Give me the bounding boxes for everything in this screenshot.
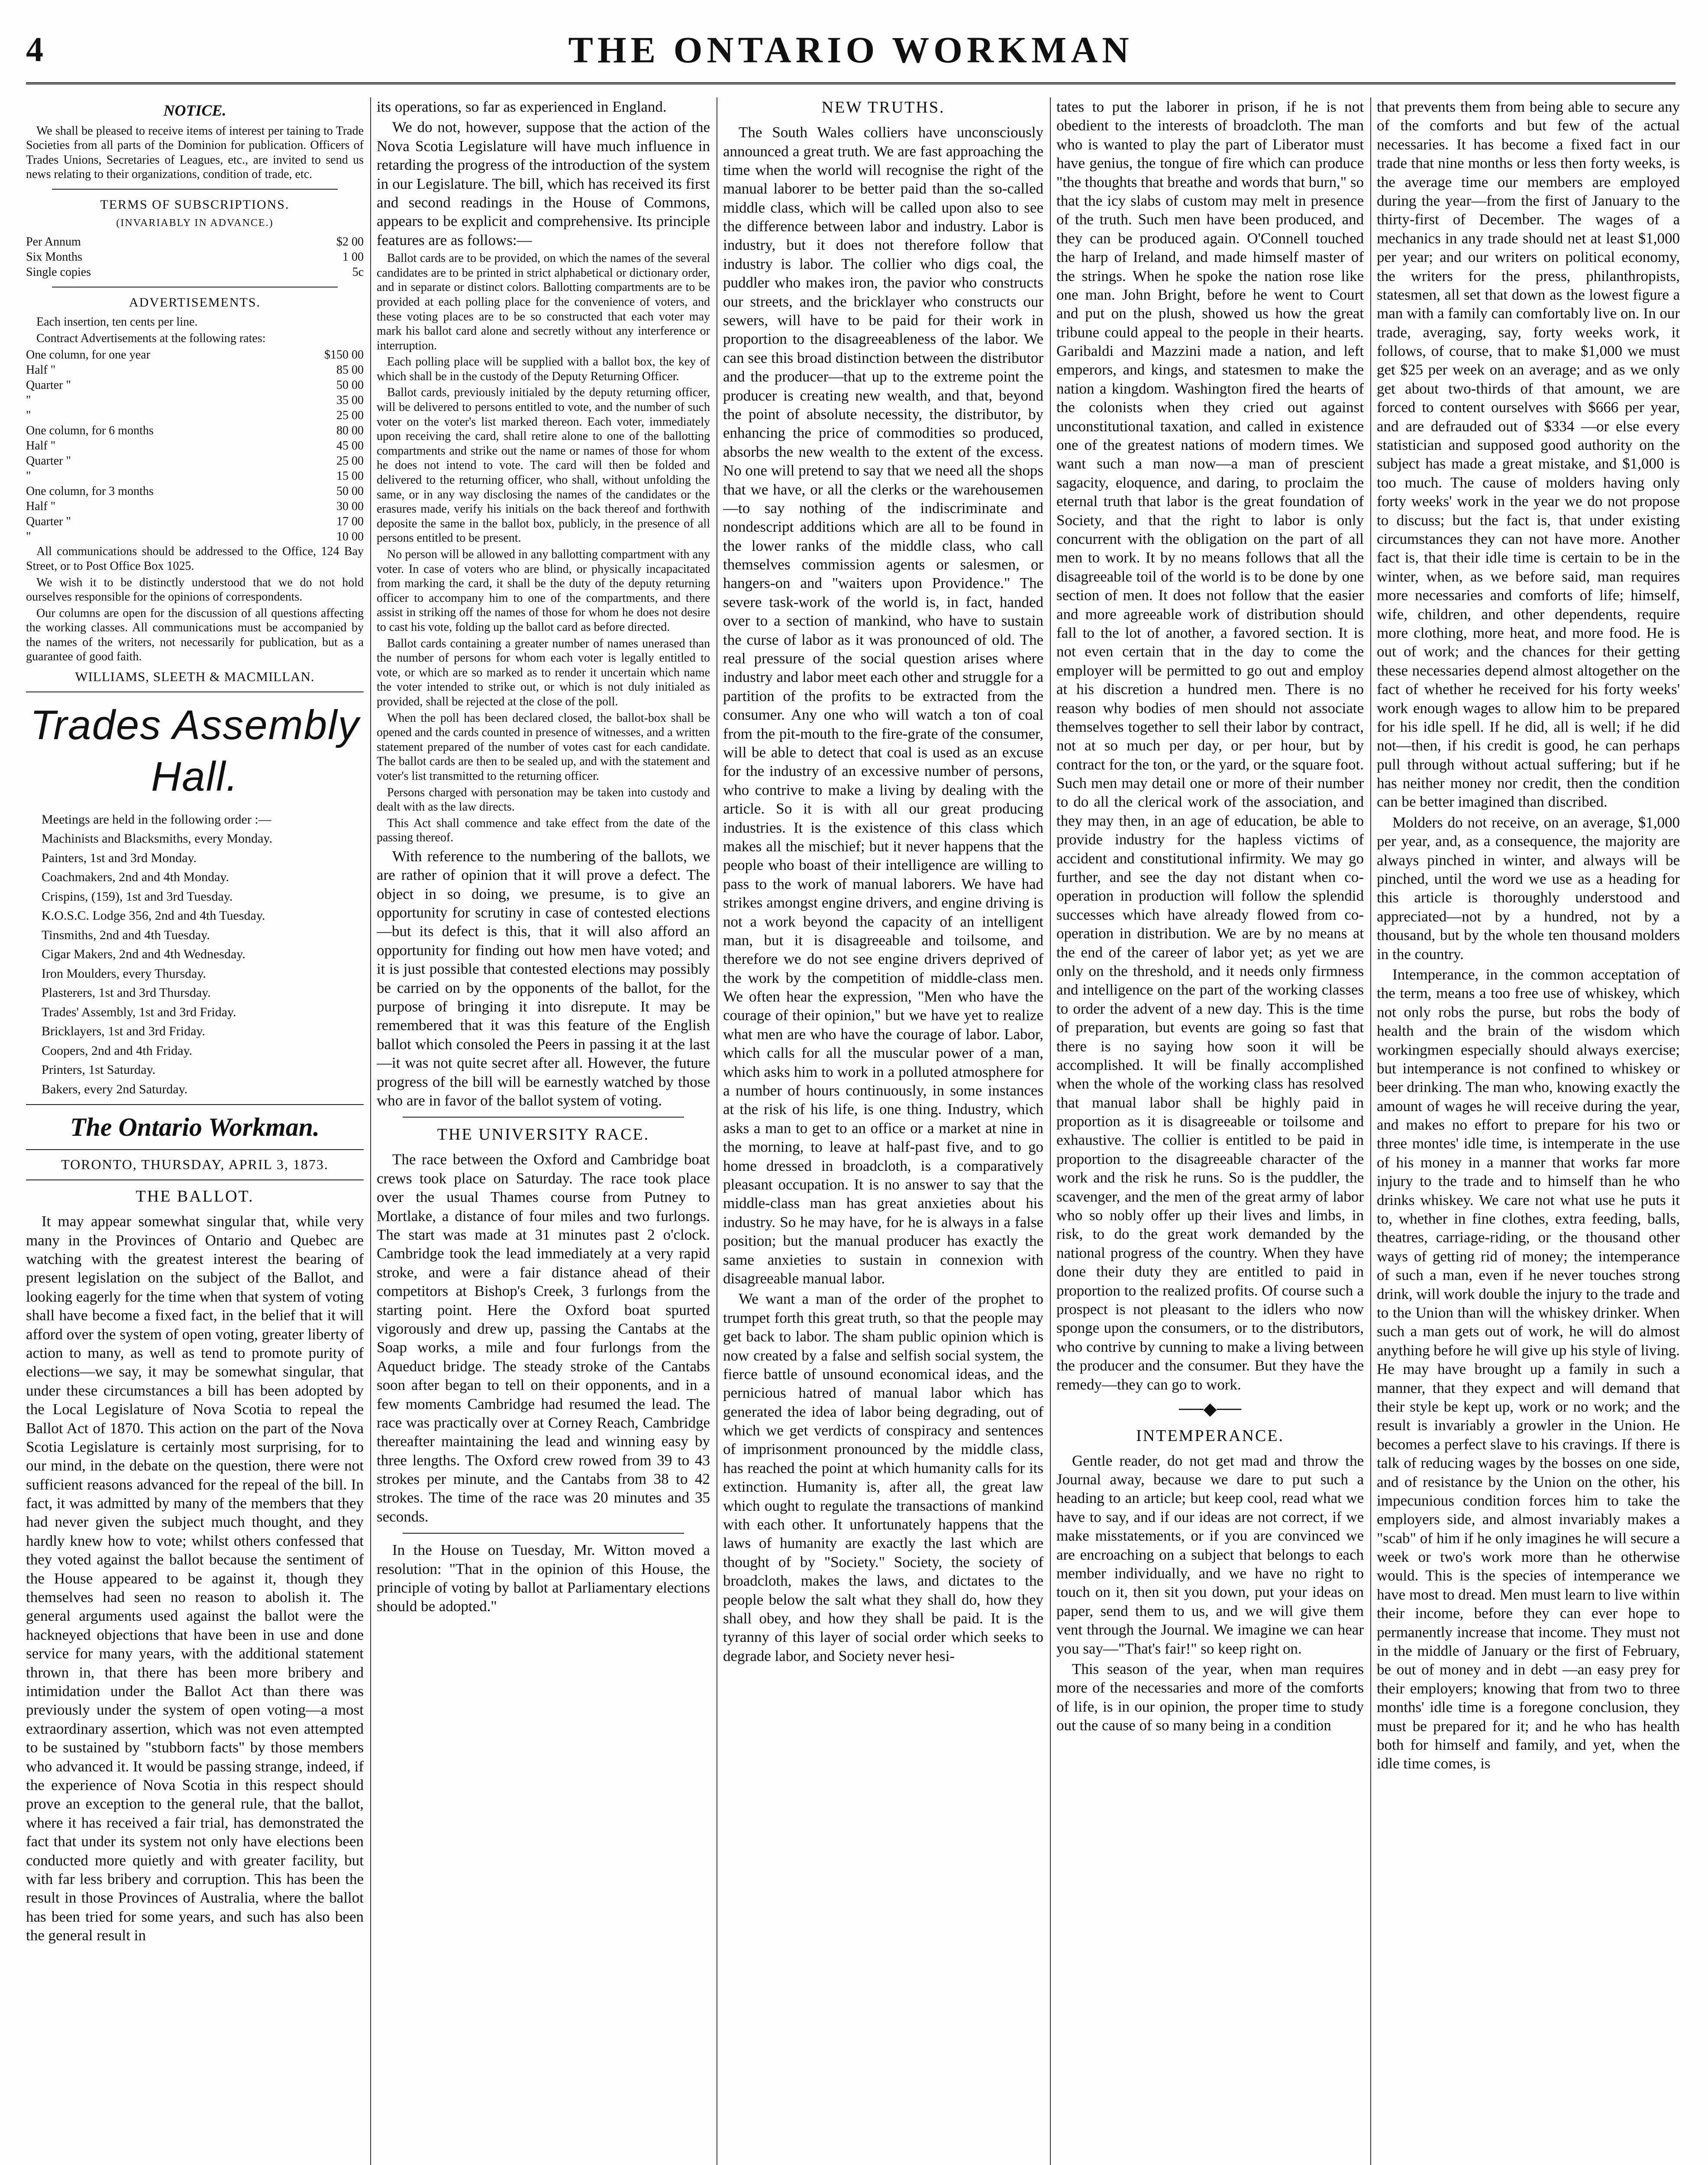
rate-row: " 25 00 <box>26 409 364 423</box>
list-item: Trades' Assembly, 1st and 3rd Friday. <box>42 1005 236 1019</box>
divider <box>403 1117 684 1118</box>
rate-row: One column, for 3 months 50 00 <box>26 485 364 498</box>
bill-clause: This Act shall commence and take effect from the date of the passing thereof. <box>377 816 710 845</box>
bill-clause: Ballot cards, previously initialed by the deputy returning officer, will be delivered to persons entitled to vote, and the number of such voter on the voter's list marked thereon. Each voter, immediately upon receiving the card, shall retire alone to one of the ballotting compartments and strike out the name or names of those for whom he does not intend to vote. The card will then be folded and delivered to the returning officer, who shall, without unfolding the same, or in any way disclosing the names of the candidates or the erasures made, verify his initials on the back thereof and forthwith deposite the same in the ballot box, publicly, in the presence of all persons entitled to be present. <box>377 386 710 545</box>
list-item: K.O.S.C. Lodge 356, 2nd and 4th Tuesday. <box>42 908 265 923</box>
article-paragraph: Intemperance, in the common acceptation of the term, means a too free use of whiskey, which not only robs the purse, but robs the body of health and the brain of the wisdom which workingmen especially should always exercise; but intemperance is not confined to whiskey or beer drinking. The man who, knowing exactly the amount of wages he will receive during the year, and makes no effort to prepare for his two or three montes' idle time, is intemperate in the use of his money in a manner that works far more injury to the trade and to himself than he who drinks whiskey. We care not what use he puts it to, whether in fine clothes, extra feeding, balls, theatres, carriage-riding, or the thousand other ways of getting rid of money; the intemperance of such a man, even if he never touches strong drink, will work double the injury to the trade and to the Union than will the whiskey drinker. When such a man gets out of work, he will do almost anything before he will give up his style of living. He may have brought up a family in such a manner, that they expect and will demand that their style be kept up, work or no work; and the result is invariably a growler in the Union. He becomes a perfect slave to his cravings. If there is talk of reducing wages by the bosses on one side, and of resistance by the Union on the other, his impecunious condition forces him to take the employers side, and almost invariably makes a "scab" of him if he only imagines he will secure a week or two's work more than he otherwise would. This is the species of intemperance we have most to dread. Men must learn to live within their income, before they can ever hope to permanently increase that income. They must not in the middle of January or the first of February, be out of money and in debt —an easy prey for their employers; knowing that from two to three months' idle time is a foregone conclusion, they must be prepared for it; and he who has health both for himself and family, and yet, when the idle time comes, is <box>1377 966 1680 1772</box>
article-paragraph: that prevents them from being able to secure any of the comforts and but few of the actual necessaries. It has become a fixed fact in our trade that nine months or less then forty weeks, is the average time our members are employed during the year—from the first of January to the thirty-first of December. The wages of a mechanics in any trade should net at least $1,000 per year; and our writers on political economy, the writers for the press, philanthropists, statesmen, all set that down as the lowest figure a man with a family can comfortably live on. In our trade, averaging, say, forty weeks work, it follows, of course, that to make $1,000 we must get $25 per week on an average; and as we only get about two-thirds of that amount, we are forced to content ourselves with $666 per year, and are defrauded out of $334 —or else every statistician and supposed good authority on the subject has made a great mistake, and $1,000 is too much. The cause of molders having only forty weeks' work in the year we do not propose to discuss; but the fact is, that under existing circumstances they can not have more. Another fact is, that their idle time is certain to be in the winter, when, as we before said, man requires more necessaries and comforts of life; himself, wife, children, and other dependents, require more clothing, more heat, and more food. He is out of work; and the chances for their getting these necessaries depend almost altogether on the fact of whether he received for his forty weeks' work enough wages to allow him to be prepared for his idle spell. If he did, all is well; if he did not—then, if his credit is good, he can perhaps pull through without actual suffering; but if he has neither money nor credit, then the condition can be better imagined than discribed. <box>1377 98 1680 811</box>
rates-list <box>26 347 364 544</box>
trades-assembly-hall-title: Trades Assembly Hall. <box>30 701 360 800</box>
rate-row: Quarter " 25 00 <box>26 454 364 468</box>
article-paragraph: Gentle reader, do not get mad and throw the Journal away, because we dare to put such a heading to an article; but keep cool, read what we have to say, and if our ideas are not correct, if we make misstatements, or if you are convinced we are encroaching on a subject that belongs to each member individually, and we have no right to touch on it, then sit you down, put your ideas on paper, send them to us, and we will give them vent through the Journal. We imagine we can hear you say—"That's fair!" so keep right on. <box>1056 1452 1364 1657</box>
meetings-list <box>26 830 364 1098</box>
article-paragraph: Molders do not receive, on an average, $1,000 per year, and, as a consequence, the majority are always pinched in winter, and always will be pinched, until the word we use as a heading for this article is thoroughly understood and appreciated—not by a hundred, not by a thousand, but by the whole ten thousand molders in the country. <box>1377 814 1680 963</box>
article-title: THE BALLOT. <box>136 1187 254 1206</box>
advertisements-title: ADVERTISEMENTS. <box>129 295 261 310</box>
ornament-divider: ──◆── <box>1178 1399 1242 1419</box>
article-paragraph: The South Wales colliers have unconsciously announced a great truth. We are fast approaching the time when the world will recognise the right of the manual laborer to be better paid than the so-called middle class, which will be called upon also to see the difference between labor and industry. Labor is industry, but it does not therefore follow that industry is labor. The collier who digs coal, the puddler who makes iron, the pavior who constructs our streets, and the bricklayer who constructs our sewers, will have to be paid for their work in proportion to the disagreeableness of the labor. We can see this broad distinction between the distributor and the producer—that up to the extreme point the producer is creating new wealth, and that, beyond the point of absolute necessity, the distributor, by enhancing the price of commodities so produced, absorbs the new wealth to the extent of the excess. No one will pretend to say that we need all the shops that we have, or all the clerks or the warehousemen—to say nothing of the indiscriminate and nondescript additions which are all to be found in the lower ranks of the middle class, who call themselves commission agents or salesmen, or hangers-on and "waiters upon Providence." The severe task-work of the world is, in fact, handed over to a section of mankind, who have to sustain the curse of labor as it was pronounced of old. The real pressure of the social question arises where industry and labor meet each other and struggle for a partition of the profits to be extracted from the consumer. Any one who will watch a ton of coal from the pit-mouth to the fire-grate of the consumer, will be able to detect that coal is used as an excuse for the industry of an excessive number of persons, who contrive to make a living by dealing with the article. So it is with all our great producing industries. It is the existence of this class which makes all the mischief; but it never happens that the people who boast of their intelligence are willing to pass to the work of manual laborers. We have had strikes amongst engine drivers, and engine driving is not a work beyond the capacity of an intelligent man, but it is disagreeable and toilsome, and therefore we do not see engine drivers deprived of the work by the competition of middle-class men. We often hear the expression, "Men who have the courage of their opinion," but we have yet to realize what men are who have the courage of labor. Labor, which calls for all the muscular power of a man, which asks him to work in a polluted atmosphere for a number of hours continuously, in some instances at the risk of his life, is one thing. Industry, which asks a man to get to an office or a market at nine in the morning, to leave at half-past five, and to go home dressed in broadcloth, is a comparatively pleasant occupation. It is no answer to say that the middle-class man has great anxieties about his industry. So he may have, for he is always in a false position; but the manual producer has exactly the same anxieties to sustain in connexion with disagreeable manual labor. <box>723 124 1043 1287</box>
divider <box>26 1149 364 1150</box>
column-rule <box>1050 97 1051 2165</box>
column-rule <box>370 97 371 2165</box>
list-item: Bricklayers, 1st and 3rd Friday. <box>42 1024 205 1039</box>
rate-row: Quarter " 50 00 <box>26 378 364 392</box>
divider <box>26 1104 364 1105</box>
advertisements-line: Each insertion, ten cents per line. <box>36 315 198 329</box>
article-paragraph: its operations, so far as experienced in England. <box>377 98 667 115</box>
article-title: THE UNIVERSITY RACE. <box>437 1125 650 1144</box>
responsibility-note: We wish it to be distinctly understood that we do not hold ourselves responsible for the opinions of correspondents. <box>26 575 364 604</box>
divider <box>403 1533 684 1534</box>
communications-note: All communications should be addressed to the Office, 124 Bay Street, or to Post Office Box 1025. <box>26 545 364 573</box>
column-5 <box>1377 97 1680 2165</box>
article-paragraph: It may appear somewhat singular that, while very many in the Provinces of Ontario and Quebec are watching with the greatest interest the bearing of present legislation on the subject of the Ballot, and looking eagerly for the time when that system of voting shall have become a fixed fact, in the belief that it will afford over the system of open voting, greater liberty of action to many, as well as tend to promote purity of elections—we say, it may be somewhat singular, that under these circumstances a bill has been adopted by the Local Legislature of Nova Scotia to repeal the Ballot Act of 1870. This action on the part of the Nova Scotia Legislature is certainly most surprising, for to our mind, in the debate on the question, there were not sufficient reasons advanced for the repeal of the bill. In fact, it was admitted by many of the members that they had never given the subject much thought, and they hardly knew how to vote; whilst others confessed that they voted against the ballot because the sentiment of the House appeared to be against it, though they themselves had seen no reason to abolish it. The general arguments used against the ballot were the hackneyed objections that have been in use and done service for many years, with the additional statement thrown in, that there has been more bribery and intimidation under the Ballot Act than there was previously under the system of open voting—a most extraordinary assertion, which was not even attempted to be sustained by "stubborn facts" by those members who advanced it. It would be passing strange, indeed, if the experience of Nova Scotia in this respect should prove an exception to the general rule, that the ballot, where it has received a fair trial, has demonstrated the fact that under its system not only have elections been conducted more quietly and with greater facility, but with far less bribery and corruption. This has been the result in those Provinces of Australia, where the ballot has been tried for some years, and such has also been the general result in <box>26 1213 364 1944</box>
terms-row: Single copies 5c <box>26 265 364 279</box>
notice-title: NOTICE. <box>163 102 226 119</box>
list-item: Coachmakers, 2nd and 4th Monday. <box>42 870 229 885</box>
paper-name: The Ontario Workman. <box>70 1113 320 1142</box>
article-paragraph: With reference to the numbering of the ballots, we are rather of opinion that it will prove a defect. The object in so doing, we presume, is to give an opportunity for scrutiny in case of contested elections—but its defect is this, that it will also afford an opportunity for finding out how men have voted; and it is just possible that contested elections may possibly be carried on by the opponents of the ballot, for the purpose of bringing it into disrepute. It may be remembered that it was this feature of the English ballot which consoled the Peers in passing it at the last—it was not quite secret after all. However, the future progress of the bill will be earnestly watched by those who are in favor of the ballot system of voting. <box>377 847 710 1109</box>
column-2 <box>377 97 710 2165</box>
publishers-signature: WILLIAMS, SLEETH & MACMILLAN. <box>75 669 315 685</box>
bill-clause: Ballot cards are to be provided, on which the names of the several candidates are to be printed in strict alphabetical or dictionary order, and in separate or distinct colors. Ballotting compartments are to be provided at each polling place for the convenience of voters, and these voting places are to be so constructed that each voter may mark his ballot card alone and secretly without any interference or interruption. <box>377 252 710 352</box>
list-item: Iron Moulders, every Thursday. <box>42 966 206 981</box>
article-title: INTEMPERANCE. <box>1136 1426 1284 1445</box>
rate-row: Half " 45 00 <box>26 439 364 453</box>
meetings-intro: Meetings are held in the following order :— <box>42 812 271 827</box>
rate-row: " 15 00 <box>26 469 364 483</box>
rate-row: " 35 00 <box>26 394 364 407</box>
rate-row: Quarter " 17 00 <box>26 515 364 529</box>
bill-clause: Persons charged with personation may be taken into custody and dealt with as the law directs. <box>377 785 710 814</box>
column-1 <box>26 97 364 2165</box>
rate-row: Half " 30 00 <box>26 500 364 514</box>
article-title: NEW TRUTHS. <box>821 98 945 116</box>
dateline: TORONTO, THURSDAY, APRIL 3, 1873. <box>61 1157 329 1173</box>
bill-clause: Ballot cards containing a greater number of names unerased than the number of persons for whom each voter is legally entitled to vote, or which are so marked as to render it uncertain which name the voter intended to strike out, or which is not duly initialed as provided, shall be rejected at the close of the poll. <box>377 637 710 708</box>
article-paragraph: tates to put the laborer in prison, if he is not obedient to the interests of broadcloth. The man who is wanted to play the part of Liberator must have genius, the tongue of fire which can produce "the thoughts that breathe and words that burn," so that the icy slabs of custom may melt in presence of the truth. Such men have been produced, and they can be produced again. O'Connell touched the harp of Ireland, and made himself master of the strings. When he spoke the nation rose like one man. John Bright, before he went to Court and put on the plush, showed us how the great tribune could appeal to the people in their hearts. Garibaldi and Mazzini made a nation, and left emperors, and kings, and statesmen to make the nation a kingdom. Washington fired the hearts of the colonists when they cried out against unconstitutional taxation, and called in existence one of the greatest nations of modern times. We want such a man now—a man of prescient sagacity, eloquence, and daring, to proclaim the eternal truth that labor is the great foundation of Society, and that the right to labor is only concurrent with the obligation on the part of all men to work. It by no means follows that all the disagreeable toil of the world is to be done by one section of men. It does not follow that the easier and more agreeable work of distribution should fall to the lot of another, a favored section. It is not even certain that in the day to come the employer will be permitted to go out and employ at his discretion a hundred men. There is no reason why bodies of men should not associate themselves together to sell their labor by contract, not at so much per day, or per hour, but by contract for the ton, or the yard, or the square foot. Such men may detail one or more of their number to do all the clerical work of the association, and they may then, in an age of education, be able to provide industry for the hapless victims of accident and constitutional infirmity. We may go further, and see the day not distant when co-operation in production will follow the splendid successes which have already flowed from co-operation in distribution. We are by no means at the end of the career of labor yet; as yet we are only on the threshold, and it needs only firmness and intelligence on the part of the working classes to order the advent of a new day. This is the time of preparation, but events are going so fast that there is no saying how soon it will be accomplished. It will be finally accomplished when the whole of the working class has resolved that manual labor shall be highly paid in proportion as it is disagreeable or toilsome and exhaustive. The collier is entitled to be paid in proportion to the disagreeable character of the work and the risk he runs. So is the puddler, the scavenger, and the men of the great army of labor who so nobly offer up their lives and limbs, in risk, to do the great work demanded by the national progress of the country. When they have done their duty they are entitled to paid in proportion to the realized profits. Of course such a prospect is not pleasant to the idlers who now sponge upon the consumers, or to the distributors, who contrive by cunning to make a living between the producer and the consumer. But they have the remedy—they can go to work. <box>1056 98 1364 1393</box>
list-item: Painters, 1st and 3rd Monday. <box>42 850 197 865</box>
article-paragraph: We do not, however, suppose that the action of the Nova Scotia Legislature will have much influence in retarding the progress of the introduction of the system in our Legislature. The bill, which has received its first and second readings in the House of Commons, appears to be explicit and comprehensive. Its principle features are as follows:— <box>377 119 710 249</box>
list-item: Plasterers, 1st and 3rd Thursday. <box>42 986 211 1000</box>
divider <box>52 287 338 288</box>
notice-text: We shall be pleased to receive items of interest per taining to Trade Societies from all parts of the Dominion for publication. Officers of Trades Unions, Secretaries of Leagues, etc., are invited to send us news relating to their organizations, condition of trade, etc. <box>26 124 364 181</box>
list-item: Cigar Makers, 2nd and 4th Wednesday. <box>42 947 245 962</box>
list-item: Coopers, 2nd and 4th Friday. <box>42 1043 193 1058</box>
column-4 <box>1056 97 1364 2165</box>
terms-subtitle: (INVARIABLY IN ADVANCE.) <box>116 217 274 229</box>
column-3 <box>723 97 1043 2165</box>
open-columns-note: Our columns are open for the discussion of all questions affecting the working classes. All communications must be accompanied by the names of the writers, not necessarily for publication, but as a guarantee of good faith. <box>26 606 364 664</box>
masthead <box>26 26 1676 84</box>
terms-row: Six Months 1 00 <box>26 250 364 264</box>
list-item: Crispins, (159), 1st and 3rd Tuesday. <box>42 889 233 904</box>
list-item: Machinists and Blacksmiths, every Monday. <box>42 831 272 846</box>
list-item: Printers, 1st Saturday. <box>42 1063 156 1077</box>
rate-row: One column, for 6 months 80 00 <box>26 424 364 438</box>
article-paragraph: We want a man of the order of the prophet to trumpet forth this great truth, so that the people may get back to labor. The sham public opinion which is now created by a false and selfish social system, the fierce battle of unsound economical ideas, and the pernicious hatred of manual labor which has generated the idea of labor being degrading, out of which we get verdicts of conspiracy and sentences of imprisonment pronounced by the middle class, has reached the point at which humanity calls for its extinction. Humanity is, after all, the great law which ought to regulate the transactions of mankind with each other. It unfortunately happens that the laws of humanity are exactly the last which are thought of by "Society." Society, the society of broadcloth, makes the laws, and dictates to the people below the salt what they shall do, how they shall obey, and how they shall be paid. It is the tyranny of this layer of social order which seeks to degrade labor, and Society never hesi- <box>723 1290 1043 1664</box>
page-number: 4 <box>26 31 43 69</box>
article-paragraph: In the House on Tuesday, Mr. Witton moved a resolution: "That in the opinion of this House, the principle of voting by ballot at Parliamentary elections should be adopted." <box>377 1541 710 1615</box>
bill-clause: Each polling place will be supplied with a ballot box, the key of which shall be in the custody of the Deputy Returning Officer. <box>377 355 710 383</box>
divider <box>52 189 338 190</box>
article-paragraph: This season of the year, when man requires more of the necessaries and more of the comforts of life, is in our opinion, the proper time to study out the cause of so many being in a condition <box>1056 1660 1364 1734</box>
rate-row: " 10 00 <box>26 530 364 544</box>
article-paragraph: The race between the Oxford and Cambridge boat crews took place on Saturday. The race took place over the usual Thames course from Putney to Mortlake, a distance of four miles and two furlongs. The start was made at 31 minutes past 2 o'clock. Cambridge took the lead immediately at a very rapid stroke, and were a fair distance ahead of their competitors at Bishop's Creek, 3 furlongs from the starting point. Here the Oxford boat spurted vigorously and drew up, passing the Cantabs at the Soap works, a mile and four furlongs from the Aqueduct bridge. The steady stroke of the Cantabs soon after began to tell on their opponents, and in a few moments Cambridge had resumed the lead. The race was practically over at Corney Reach, Cambridge thereafter maintaining the lead and winning easy by three lengths. The Oxford crew rowed from 39 to 43 strokes per minute, and the Cantabs from 38 to 42 strokes. The time of the race was 20 minutes and 35 seconds. <box>377 1151 710 1525</box>
rate-row: Half " 85 00 <box>26 363 364 377</box>
terms-row: Per Annum $2 00 <box>26 235 364 249</box>
list-item: Bakers, every 2nd Saturday. <box>42 1082 188 1096</box>
advertisements-line: Contract Advertisements at the following rates: <box>36 331 266 345</box>
terms-list <box>26 234 364 280</box>
terms-title: TERMS OF SUBSCRIPTIONS. <box>100 197 290 212</box>
newspaper-title: THE ONTARIO WORKMAN <box>568 29 1133 71</box>
rate-row: One column, for one year $150 00 <box>26 348 364 362</box>
column-rule <box>1370 97 1371 2165</box>
bill-clause: No person will be allowed in any ballotting compartment with any voter. In case of voters who are blind, or physically incapacitated from marking the card, it shall be the duty of the deputy returning officer to accompany him to one of the compartments, and there assist in striking off the names of those for whom he does not desire to cast his vote, folding up the ballot card as before directed. <box>377 548 710 634</box>
bill-clause: When the poll has been declared closed, the ballot-box shall be opened and the cards counted in presence of witnesses, and a written statement prepared of the number of votes cast for each candidate. The ballot cards are then to be sealed up, and with the statement and voter's list transmitted to the returning officer. <box>377 711 710 783</box>
list-item: Tinsmiths, 2nd and 4th Tuesday. <box>42 927 210 942</box>
divider <box>26 1179 364 1180</box>
